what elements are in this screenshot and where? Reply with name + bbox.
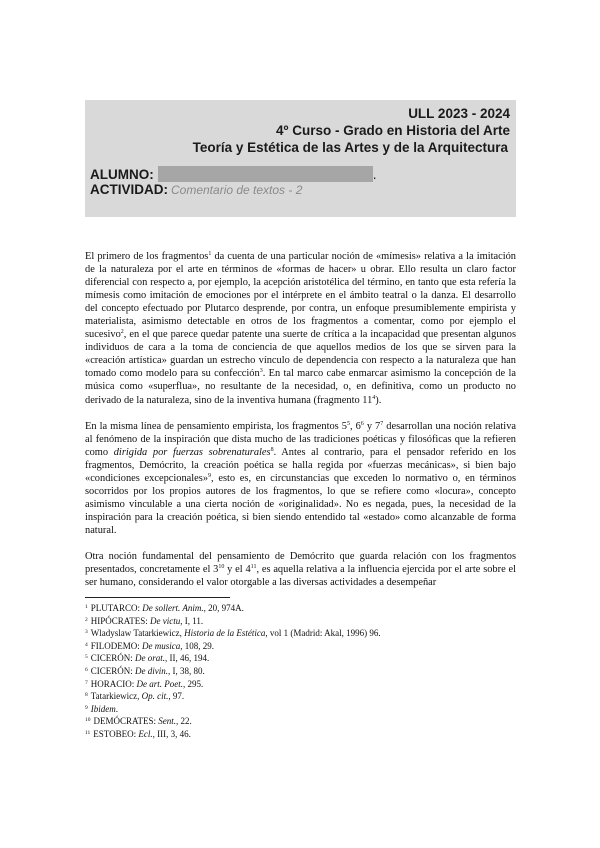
footnote: $^3$ Wladyslaw Tatarkiewicz, Historia de la Estética, vol 1 (Madrid: Akal, 1996) 96. — [85, 628, 381, 639]
footnote-ref[interactable]: 9 — [208, 472, 212, 479]
student-label: ALUMNO: — [90, 167, 154, 182]
footnote: $^6$ CICERÓN: De divin., I, 38, 80. — [85, 665, 205, 676]
footnote-ref[interactable]: 3 — [259, 368, 263, 375]
subject-title: Teoría y Estética de las Artes y de la Arquitectura — [192, 140, 508, 155]
student-field: ALUMNO: . — [90, 167, 377, 182]
footnote-ref[interactable]: 10 — [218, 564, 225, 571]
footnote: $^{10}$ DEMÓCRATES: Sent., 22. — [85, 716, 192, 727]
footnote-separator — [85, 597, 230, 598]
footnote: $^2$ HIPÓCRATES: De victu, I, 11. — [85, 615, 204, 626]
essay-body — [85, 250, 516, 602]
paragraph-2: En la misma línea de pensamiento empirista, los fragmentos $5^5$, $6^6$ y $7^7$ desarrollan una noción relativa al fenómeno de la inspiración que dista mucho de las tradiciones poéticas y filosóficas que la refieren como dirigida por fuerzas sobrenaturales$^8$. Antes al contrario, para el pensador referido en los fragmentos, Demócrito, la creación poética se halla regida por «fuerzas mecánicas», si bien bajo «condiciones excepcionales»$^9$, esto es, en circunstancias que exceden lo normativo o, en términos socorridos por los propios autores de los fragmentos, lo que se refiere como «locura», concepto asimismo vinculable a una cierta noción de «originalidad». No es negada, pues, la necesidad de la inspiración para la creación poética, si bien siendo entendido tal «estado» como alcanzable de forma natural. — [85, 420, 516, 536]
footnotes-list — [85, 602, 516, 741]
activity-label: ACTIVIDAD: — [90, 182, 168, 197]
footnote-ref[interactable]: 4 — [372, 394, 376, 401]
paragraph-1: El primero de los fragmentos$^1$ da cuenta de una particular noción de «mímesis» relativa a la imitación de la naturaleza por el arte en términos de «formas de hacer» u obrar. Ello resulta un claro factor diferencial con respecto a, por ejemplo, la acepción aristotélica del término, en tanto que esta refería la mímesis como imitación de emociones por el intérprete en el ámbito teatral o la danza. El desarrollo del concepto efectuado por Plutarco desprende, por contra, un enfoque presumiblemente empirista y materialista, asimismo detectable en otros de los fragmentos a comentar, como por ejemplo el sucesivo$^2$, en el que parece quedar patente una suerte de crítica a la incapacidad que presentan algunos individuos de cara a la toma de conciencia de que aquellos medios de los que se sirven para la «creación artística» guardan un estrecho vínculo de dependencia con respecto a la naturaleza que han tomado como modelo para su confección$^3$. En tal marco cabe enmarcar asimismo la concepción de la música como «superflua», no resultante de la necesidad, o, en definitiva, como un producto no derivado de la naturaleza, sino de la inventiva humana (fragmento $11^4$). — [85, 251, 516, 406]
paragraph-3: Otra noción fundamental del pensamiento de Demócrito que guarda relación con los fragmentos presentados, concretamente el $3^{10}$ y el $4^{11}$, es aquella relativa a la influencia ejercida por el arte sobre el ser humano, considerando el valor otorgable a las diversas actividades a desempeñar — [85, 550, 517, 589]
activity-value: Comentario de textos - 2 — [171, 183, 303, 197]
footnote: $^5$ CICERÓN: De orat., II, 46, 194. — [85, 653, 210, 664]
academic-year: ULL 2023 - 2024 — [408, 106, 510, 121]
footnote-ref[interactable]: 8 — [270, 446, 274, 453]
footnote: $^7$ HORACIO: De art. Poet., 295. — [85, 678, 204, 689]
footnote: $^{11}$ ESTOBEO: Ecl., III, 3, 46. — [85, 728, 191, 739]
footnote-ref[interactable]: 6 — [360, 420, 364, 427]
course-header — [85, 100, 516, 217]
student-name-redacted — [158, 166, 373, 182]
footnote-ref[interactable]: 1 — [208, 251, 212, 257]
emphasis: dirigida por fuerzas sobrenaturales — [113, 446, 271, 458]
footnote: $^8$ Tatarkiewicz, Op. cit., 97. — [85, 691, 185, 702]
footnote: $^1$ PLUTARCO: De sollert. Anim., 20, 974A. — [85, 603, 244, 613]
activity-field — [90, 182, 302, 197]
footnote: $^9$ Ibidem. — [85, 703, 118, 714]
footnote-ref[interactable]: 2 — [120, 329, 124, 336]
course-degree: 4º Curso - Grado en Historia del Arte — [276, 123, 510, 138]
footnote-ref[interactable]: 11 — [250, 564, 257, 571]
footnote: $^4$ FILODEMO: De musica, 108, 29. — [85, 640, 214, 651]
footnote-ref[interactable]: 7 — [380, 420, 384, 427]
footnote-ref[interactable]: 5 — [346, 420, 350, 427]
